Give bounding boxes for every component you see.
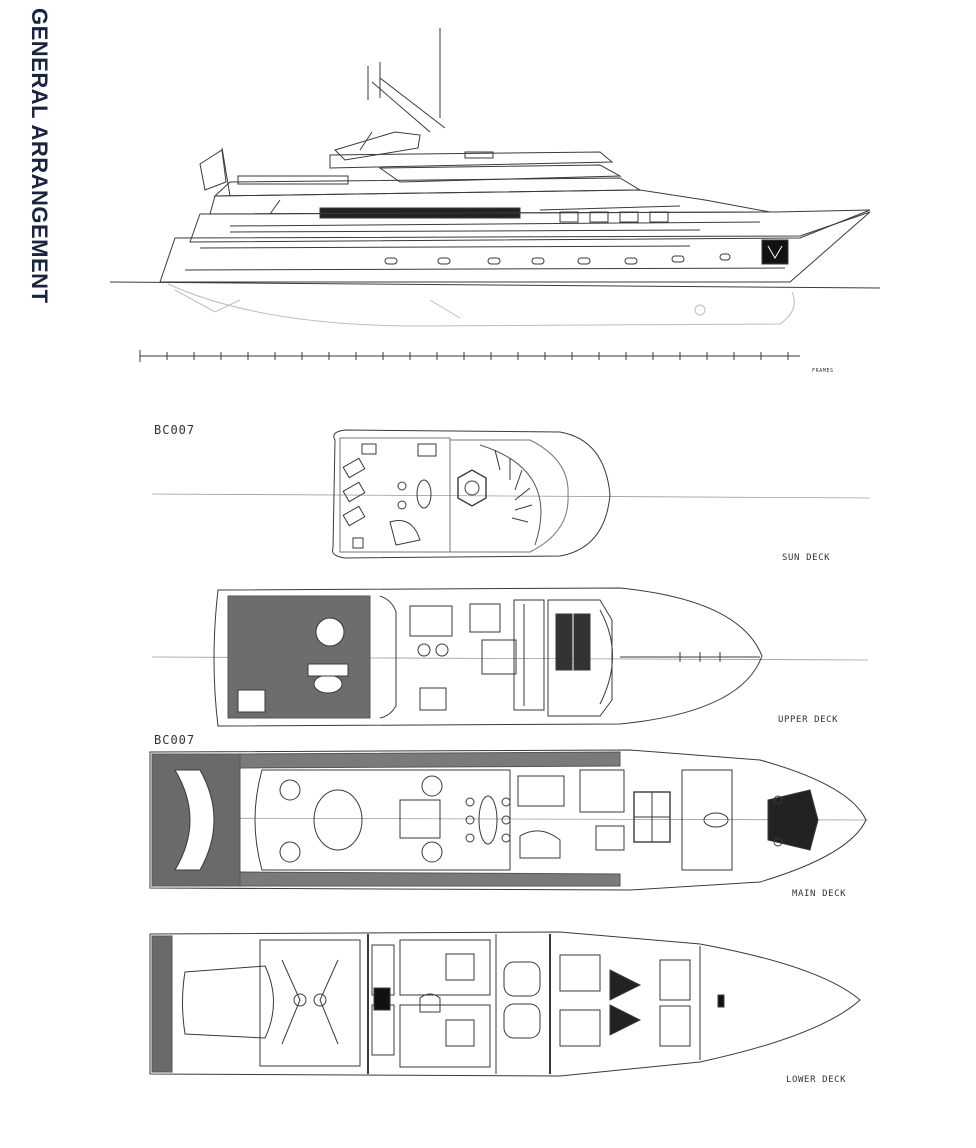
frame-scale-bar	[140, 350, 800, 362]
main-deck-plan	[150, 750, 868, 890]
upper-deck-plan	[152, 588, 868, 726]
drawing-code-main: BC007	[154, 733, 196, 747]
drawing-code-top: BC007	[154, 423, 196, 437]
scale-bar-label: FRAMES	[812, 368, 834, 374]
page-title: GENERAL ARRANGEMENT	[27, 8, 52, 304]
deck-label-lower: LOWER DECK	[786, 1075, 847, 1085]
deck-label-upper: UPPER DECK	[778, 715, 839, 725]
profile-view	[110, 28, 880, 326]
lower-deck-plan	[150, 932, 860, 1076]
sun-deck-plan	[152, 430, 870, 558]
deck-label-main: MAIN DECK	[792, 889, 847, 899]
deck-label-sun: SUN DECK	[782, 553, 831, 563]
